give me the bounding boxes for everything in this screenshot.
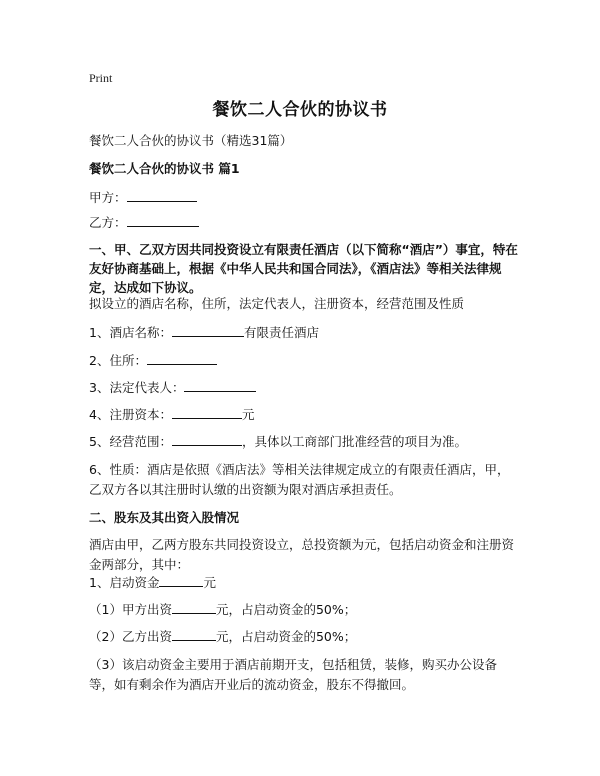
item4-blank	[172, 406, 242, 419]
clause1-intro: 拟设立的酒店名称，住所，法定代表人，注册资本，经营范围及性质	[89, 296, 465, 311]
fund1-label: 1、启动资金	[89, 575, 160, 590]
item1-blank	[172, 324, 244, 337]
item4-label: 4、注册资本：	[89, 407, 172, 422]
party-b-line	[89, 213, 199, 233]
party-b-label: 乙方：	[89, 215, 127, 230]
item5-suffix: ，具体以工商部门批准经营的项目为准。	[241, 434, 467, 449]
party-a-blank	[127, 189, 197, 202]
item5-line	[89, 432, 467, 452]
fund-b-line	[89, 627, 356, 647]
fund3-text: （3）该启动资金主要用于酒店前期开支，包括租赁，装修，购买办公设备等，如有剩余作为酒店开业后的流动资金，股东不得撤回。	[89, 657, 497, 692]
item1-line	[89, 323, 319, 343]
item6-text: 6、性质：酒店是依照《酒店法》等相关法律规定成立的有限责任酒店，甲，乙双方各以其注册时认缴的出资额为限对酒店承担责任。	[89, 462, 510, 497]
item3-line	[89, 378, 256, 398]
item3-label: 3、法定代表人：	[89, 380, 185, 395]
fund-a-line	[89, 600, 356, 620]
fund1-suffix: 元	[203, 575, 216, 590]
fund-b-label: （2）乙方出资	[89, 629, 172, 644]
document-title: 餐饮二人合伙的协议书	[212, 100, 388, 120]
party-b-blank	[127, 214, 199, 227]
clause2-heading: 二、股东及其出资入股情况	[89, 510, 240, 525]
fund-b-blank	[172, 628, 216, 641]
section-heading: 餐饮二人合伙的协议书 篇1	[89, 161, 240, 176]
fund1-blank	[159, 574, 203, 587]
party-a-line	[89, 188, 197, 208]
item1-suffix: 有限责任酒店	[243, 325, 319, 340]
item2-label: 2、住所：	[89, 353, 147, 368]
item2-blank	[147, 352, 217, 365]
fund-a-suffix: 元，占启动资金的50%；	[215, 602, 357, 617]
clause1-heading: 一、甲、乙双方因共同投资设立有限责任酒店（以下简称“酒店”）事宜，特在友好协商基础上，根据《中华人民共和国合同法》，《酒店法》等相关法律规定，达成如下协议。	[89, 242, 518, 295]
item4-line	[89, 405, 254, 425]
fund-a-blank	[172, 601, 216, 614]
item1-label: 1、酒店名称：	[89, 325, 172, 340]
party-a-label: 甲方：	[89, 190, 127, 205]
item5-blank	[172, 433, 242, 446]
item5-label: 5、经营范围：	[89, 434, 172, 449]
item4-suffix: 元	[241, 407, 255, 422]
clause2-intro: 酒店由甲，乙两方股东共同投资设立，总投资额为元，包括启动资金和注册资金两部分，其中：	[89, 537, 515, 572]
item2-line	[89, 351, 217, 371]
document-subtitle: 餐饮二人合伙的协议书（精选31篇）	[89, 133, 293, 148]
print-label: Print	[89, 71, 113, 85]
fund1-line	[89, 573, 216, 593]
item3-blank	[184, 379, 256, 392]
fund-a-label: （1）甲方出资	[89, 602, 172, 617]
fund-b-suffix: 元，占启动资金的50%；	[215, 629, 357, 644]
